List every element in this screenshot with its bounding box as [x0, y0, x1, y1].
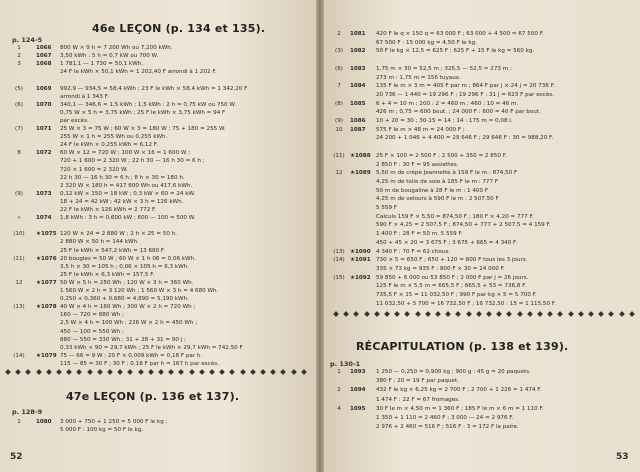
answer-text: 50 m de bougaline à 28 F le m : 1 400 F: [376, 187, 489, 194]
answer-line: [320, 39, 640, 47]
separator-diamond: [117, 369, 123, 375]
separator-diamond: [598, 311, 604, 317]
answer-line: [0, 344, 320, 352]
answer-line: [0, 287, 320, 295]
problem-id: 1082: [350, 48, 366, 55]
exercise-number: (13): [13, 304, 25, 311]
answer-line: [0, 44, 320, 52]
answer-line: [320, 195, 640, 203]
problem-id: ★1075: [36, 231, 57, 238]
answer-line: [0, 125, 320, 133]
answer-text: 2 976 + 2 460 = 516 F ; 516 F : 3 = 172 F la paire.: [376, 424, 519, 431]
separator-diamond: [374, 311, 380, 317]
answer-text: 1 474 F : 22 F = 67 fromages.: [376, 396, 460, 403]
answer-text: 720 + 1 600 = 2 320 W ; 22 h 30 — 16 h 30 = 6 h ;: [60, 158, 205, 165]
answer-line: [320, 256, 640, 264]
answer-text: 115 — 85 = 30 F ; 30 F : 0,18 F par h = 167 h par excès.: [60, 360, 219, 367]
answer-text: 1,75 m × 30 = 52,5 m ; 325,5 — 52,5 = 273 m ;: [376, 65, 512, 72]
answer-text: 25 F × 100 = 2 500 F ; 2 500 + 350 = 2 850 F.: [376, 152, 507, 159]
answer-text: par excès.: [60, 117, 89, 124]
answer-text: 426 m ; 0,75 = 600 bout. ; 24 000 F : 600 = 40 F par bout.: [376, 109, 541, 116]
separator-diamond: [547, 311, 553, 317]
problem-id: ★1077: [36, 279, 57, 286]
answer-text: 273 m : 1,75 m = 156 tuyaux.: [376, 74, 461, 81]
separator-diamond: [66, 369, 72, 375]
answer-line: [320, 239, 640, 247]
answer-line: [0, 222, 320, 230]
exercise-number: 10: [335, 126, 343, 133]
answer-text: 6 + 4 = 10 m ; 200 : 2 = 460 m ; 460 : 10 = 46 m.: [376, 100, 519, 107]
answer-text: 22 F le kWh × 126 kWh = 2 772 F.: [60, 207, 157, 213]
problem-id: 1086: [350, 118, 366, 124]
problem-id: 1083: [350, 65, 366, 72]
separator-diamond: [250, 369, 256, 375]
answer-line: [0, 263, 320, 271]
answer-text: 60 W × 12 = 720 W ; 100 W × 16 = 1 600 W ;: [60, 150, 191, 157]
answer-line: [0, 157, 320, 165]
separator-diamond: [36, 369, 42, 375]
separator-diamond: [56, 369, 62, 375]
exercise-number: 3: [17, 61, 21, 68]
answer-line: [0, 360, 320, 368]
answer-text: 75 — 66 = 9 W ; 20 F × 0,009 kWh = 0,18 F par h.: [60, 352, 203, 359]
answer-text: 11 032,50 + 5 700 = 16 732,50 F ; 16 732,50 : 15 = 1 115,50 F.: [376, 300, 556, 307]
exercise-number: (13): [333, 248, 345, 255]
answer-text: 120 W × 24 = 2 880 W ; 2 h × 25 = 50 h.: [60, 231, 178, 238]
separator-diamond: [77, 369, 83, 375]
answer-line: [0, 352, 320, 360]
problem-id: ★1091: [350, 257, 371, 264]
answer-line: [0, 190, 320, 198]
answer-line: [0, 319, 320, 327]
separator-diamond: [629, 311, 635, 317]
exercise-number: (7): [15, 126, 23, 132]
exercise-number: 12: [335, 170, 343, 177]
answer-text: 25 W × 3 = 75 W ; 60 W × 3 = 180 W ; 75 + 180 = 255 W.: [60, 126, 226, 132]
answer-line: [0, 206, 320, 214]
answer-text: 50 F le kg × 12,5 = 625 F ; 625 F + 15 F le kg = 560 kg.: [376, 48, 535, 55]
answer-line: [320, 161, 640, 169]
exercise-number: (11): [333, 152, 345, 159]
answer-text: 20 736 — 1 440 = 19 296 F ; 19 296 F : 31 j = 623 F par excès.: [376, 91, 554, 98]
separator-diamond: [240, 369, 246, 375]
answer-text: 125 F le m × 5,5 m = 665,5 F ; 665,5 + 53 = 736,8 F.: [376, 283, 527, 290]
answer-line: [320, 414, 640, 422]
problem-id: ★1089: [350, 170, 371, 177]
separator-diamond: [394, 311, 400, 317]
answer-line: [320, 187, 640, 195]
separator-diamond: [148, 369, 154, 375]
answer-line: [0, 141, 320, 149]
separator-diamond: [333, 311, 339, 317]
answer-text: 24 F le kWh × 50,1 kWh = 1 202,40 F arrondi à 1 202 F.: [60, 69, 217, 76]
separator-diamond: [260, 369, 266, 375]
exercise-number: (5): [15, 85, 23, 92]
answer-text: 420 F le q × 150 q = 63 000 F ; 63 000 + 4 500 = 67 500 F.: [376, 31, 544, 37]
separator-diamond: [384, 311, 390, 317]
separator-diamond: [5, 369, 11, 375]
answer-text: 380 F : 20 = 19 F par paquet.: [376, 378, 459, 385]
exercise-number: 12: [15, 279, 23, 286]
answer-line: [320, 274, 640, 282]
exercise-number: (10): [13, 231, 25, 238]
answer-line: [0, 174, 320, 182]
answer-text: 590 F × 4,25 = 2 507,5 F ; 874,50 + 777 + 2 507,5 = 4 159 F.: [376, 222, 551, 229]
problem-id: 1072: [36, 150, 52, 157]
answer-text: 800 W × 9 h = 7 200 Wh ou 7,200 kWh.: [60, 45, 173, 51]
answer-line: [0, 149, 320, 157]
answer-text: 24 200 + 1 046 + 4 400 = 29 646 F ; 29 646 F : 30 = 988,20 F.: [376, 135, 554, 142]
exercise-number: (6): [15, 101, 23, 108]
answer-text: 0,33 kWh × 90 = 29,7 kWh ; 25 F le kWh × 29,7 kWh = 742,50 F: [60, 344, 243, 351]
answer-text: 10 + 20 = 30 ; 30-15 = 14 ; 14 : 175 m = 0,08 l.: [376, 118, 513, 124]
answer-line: [0, 76, 320, 84]
answer-text: 67 500 F : 15 000 kg = 4,50 F le kg.: [376, 39, 477, 46]
answer-line: [0, 418, 320, 426]
exercise-number: (3): [335, 48, 343, 55]
answer-line: [0, 295, 320, 303]
answer-text: 50 W × 5 h = 250 Wh ; 120 W × 3 h = 360 Wh.: [60, 279, 194, 286]
answer-text: 1 400 F : 28 F = 50 m. 5 559 F.: [376, 231, 463, 238]
answer-text: 135 F le m × 3 m = 405 F par m ; 864 F par j × 24 j = 20 736 F.: [376, 83, 555, 90]
problem-id: 1069: [36, 85, 52, 92]
answer-line: [320, 152, 640, 160]
answer-text: 450 + 45 × 20 = 3 675 F ; 3 675 + 665 = 4 340 F.: [376, 239, 518, 246]
separator-diamond: [46, 369, 52, 375]
separator-diamond: [107, 369, 113, 375]
problem-id: 1081: [350, 31, 366, 37]
answer-line: [0, 426, 320, 434]
answer-text: 3,5 h × 30 = 105 h ; 0,06 × 105 h = 6,3 kWh.: [60, 263, 189, 270]
problem-id: 1066: [36, 45, 52, 51]
answer-text: 4 340 F : 70 F = 62 choux.: [376, 248, 451, 255]
answer-text: 24 F le kWh × 0,255 kWh = 6,12 F.: [60, 142, 158, 149]
answer-line: [0, 60, 320, 68]
lesson-46-title: 46e LEÇON (p. 134 et 135).: [92, 22, 266, 35]
answer-line: [320, 386, 640, 394]
answer-line: [320, 213, 640, 221]
exercise-number: 8: [17, 150, 21, 157]
answer-line: [0, 238, 320, 246]
separator-diamond: [496, 311, 502, 317]
answer-line: [320, 230, 640, 238]
separator-diamond: [425, 311, 431, 317]
answer-line: [320, 282, 640, 290]
separator-diamond: [619, 311, 625, 317]
problem-id: 1085: [350, 100, 366, 107]
answer-text: 2 320 W × 180 h = 417 600 Wh ou 417,6 kWh.: [60, 182, 193, 189]
answer-text: 575 F le m × 48 m = 24 000 F ;: [376, 126, 465, 133]
exercise-number: 7: [337, 83, 341, 90]
answer-text: 2 850 F : 30 F = 95 assiettes.: [376, 161, 459, 168]
answer-text: 2,5 W × 4 h = 100 Wh ; 226 W × 2 h = 450 Wh ;: [60, 320, 198, 327]
answer-text: 0,75 W × 5 h = 3,75 kWh ; 25 F le kWh × 3,75 kWh = 94 F: [60, 109, 226, 116]
answer-text: 432 F le kg × 6,25 kg = 2 700 F ; 2 700 + 1 226 = 1 474 F.: [376, 387, 542, 394]
separator-diamond: [230, 369, 236, 375]
exercise-number: (9): [15, 190, 23, 197]
separator-diamond: [97, 369, 103, 375]
answer-line: [320, 396, 640, 404]
answer-line: [0, 52, 320, 60]
problem-id: 1073: [36, 190, 52, 197]
separator-diamond: [209, 369, 215, 375]
answer-text: 2 880 W × 50 h = 144 kWh.: [60, 239, 139, 246]
answer-line: [0, 68, 320, 76]
separator-diamond: [158, 369, 164, 375]
exercise-number: 2: [337, 387, 341, 394]
answer-text: Calculs 159 F × 5,50 = 874,50 F ; 180 F × 4,20 = 777 F.: [376, 213, 534, 220]
answer-line: [320, 204, 640, 212]
answer-line: [320, 377, 640, 385]
answer-line: [320, 91, 640, 99]
answer-line: [320, 221, 640, 229]
problem-id: 1074: [36, 215, 52, 222]
answer-line: [0, 328, 320, 336]
separator-diamond: [507, 311, 513, 317]
answer-text: 1 250 — 0,250 = 0,900 kg ; 900 g : 45 g = 20 paquets.: [376, 369, 531, 375]
answer-line: [320, 117, 640, 125]
answer-line: [320, 405, 640, 413]
answer-line: [0, 214, 320, 222]
separator-diamond: [138, 369, 144, 375]
answer-text: 450 — 100 = 550 Wh ;: [60, 328, 124, 335]
separator-diamond: [435, 311, 441, 317]
answer-text: 4,25 m de velours à 590 F le m : 2 507,50 F: [376, 196, 499, 203]
answer-line: [320, 126, 640, 134]
problem-id: 1094: [350, 387, 366, 394]
separator-diamond: [15, 369, 21, 375]
separator-diamond: [445, 311, 451, 317]
section-separator: [334, 312, 634, 316]
page-number-right: 53: [616, 452, 629, 462]
problem-id: ★1076: [36, 255, 57, 262]
recap-page-ref: p. 130-1: [330, 360, 361, 368]
separator-diamond: [219, 369, 225, 375]
answer-line: [320, 65, 640, 73]
answer-line: [0, 247, 320, 255]
answer-line: [0, 230, 320, 238]
separator-diamond: [527, 311, 533, 317]
answer-text: 720 × 1 600 = 2 320 W.: [60, 166, 128, 173]
separator-diamond: [537, 311, 543, 317]
exercise-number: (11): [13, 255, 25, 262]
section-separator: [6, 370, 306, 374]
separator-diamond: [588, 311, 594, 317]
answer-line: [320, 108, 640, 116]
separator-diamond: [26, 369, 32, 375]
answer-text: 1 350 + 1 110 = 2 460 F ; 3 000 — 24 = 2 976 F.: [376, 415, 514, 421]
exercise-number: (15): [333, 274, 345, 281]
answer-line: [0, 85, 320, 93]
lesson-47-page-ref: p. 128-9: [12, 408, 43, 416]
problem-id: 1071: [36, 126, 52, 132]
answer-line: [0, 303, 320, 311]
problem-id: 1067: [36, 53, 52, 60]
answer-line: [320, 169, 640, 177]
answer-line: [0, 255, 320, 263]
answer-line: [0, 198, 320, 206]
answer-line: [320, 56, 640, 64]
exercise-number: 4: [337, 405, 341, 412]
answer-text: 335 × 73 kg = 935 F ; 800 F × 30 = 24 000 F.: [376, 265, 505, 272]
separator-diamond: [568, 311, 574, 317]
answer-line: [0, 336, 320, 344]
answer-text: 0,12 kW × 150 = 18 kW ; 0,3 kW × 60 = 24 kW.: [60, 190, 196, 197]
answer-text: 255 W × 1 h = 255 Wh ou 0,255 kWh.: [60, 134, 168, 141]
answer-line: [320, 30, 640, 38]
answer-line: [320, 47, 640, 55]
problem-id: 1093: [350, 369, 366, 375]
separator-diamond: [517, 311, 523, 317]
separator-diamond: [476, 311, 482, 317]
answer-line: [0, 133, 320, 141]
problem-id: 1095: [350, 405, 366, 412]
answer-text: 40 W × 4 h = 160 Wh ; 300 W × 2 h = 720 Wh ;: [60, 304, 196, 311]
answer-text: 25 F le kWh × 547,2 kWh = 13 680 F.: [60, 247, 166, 254]
problem-id: ★1092: [350, 274, 371, 281]
answer-line: [320, 265, 640, 273]
exercise-number: (14): [333, 257, 345, 264]
answer-line: [0, 101, 320, 109]
answer-text: 25 F le kWh × 6,3 kWh = 157,5 F.: [60, 271, 155, 278]
answer-text: 5,50 m de crêpe Jeannette à 159 F le m : 874,50 F: [376, 170, 518, 177]
exercise-number: 1: [337, 369, 341, 375]
problem-id: 1084: [350, 83, 366, 90]
answer-line: [320, 100, 640, 108]
answer-text: 59 850 + 6 000 ou 53 850 F ; 2 000 F par j = 26 jours.: [376, 274, 529, 281]
problem-id: ★1090: [350, 248, 371, 255]
answer-line: [0, 311, 320, 319]
answer-line: [320, 134, 640, 142]
answer-text: 1 560 W × 2 h = 3 120 Wh ; 1 560 W × 3 h = 4 680 Wh.: [60, 288, 219, 294]
separator-diamond: [405, 311, 411, 317]
answer-line: [0, 93, 320, 101]
answer-text: 992,9 — 934,5 = 58,4 kWh ; 23 F le kWh × 58,4 kWh = 1 342,20 F: [60, 85, 248, 92]
separator-diamond: [168, 369, 174, 375]
answer-text: 22 h 30 — 16 h 30 = 6 h ; 8 h × 30 = 180 h.: [60, 174, 185, 181]
answer-text: 0,250 + 0,360 + 0,680 = 4,890 = 5,190 kWh.: [60, 296, 189, 303]
answer-text: 3,50 kWh : 5 h = 0,7 kW ou 700 W.: [60, 53, 159, 60]
answer-text: arrondi à 1 343 F.: [60, 93, 109, 100]
separator-diamond: [87, 369, 93, 375]
answer-line: [320, 300, 640, 308]
answer-text: 880 — 550 = 330 Wh ; 31 + 28 + 31 = 90 j ;: [60, 336, 186, 343]
lesson-47-title: 47e LEÇON (p. 136 et 137).: [66, 390, 240, 403]
problem-id: ★1088: [350, 152, 371, 159]
separator-diamond: [609, 311, 615, 317]
separator-diamond: [179, 369, 185, 375]
problem-id: ★1078: [36, 304, 57, 311]
answer-line: [320, 74, 640, 82]
answer-text: 735,5 F × 15 = 11 032,50 F ; 990 F par kg × 5 = 5 700 F.: [376, 292, 537, 298]
separator-diamond: [199, 369, 205, 375]
answer-line: [0, 182, 320, 190]
separator-diamond: [281, 369, 287, 375]
answer-text: 5 559 F: [376, 205, 398, 211]
answer-line: [0, 271, 320, 279]
answer-text: 20 bougies = 50 W ; 60 W × 1 h 06 = 0,06 kWh.: [60, 255, 197, 262]
recap-title: RÉCAPITULATION (p. 138 et 139).: [356, 340, 569, 353]
right-page: [320, 0, 640, 472]
problem-id: 1087: [350, 126, 366, 133]
answer-text: 1,8 kWh : 3 h = 0,600 kW ; 600 — 100 = 500 W.: [60, 215, 196, 222]
exercise-number: (8): [335, 100, 343, 107]
separator-diamond: [364, 311, 370, 317]
answer-text: 1 781,1 — 1 730 = 50,1 kWh.: [60, 61, 144, 68]
answer-text: 3 000 + 750 + 1 250 = 5 000 F le kg ;: [60, 419, 168, 425]
answer-text: 4,25 m de toile de soie à 185 F le m : 777 F: [376, 178, 499, 185]
separator-diamond: [466, 311, 472, 317]
separator-diamond: [354, 311, 360, 317]
answer-text: 340,1 — 346,6 = 1,5 kWh ; 1,5 kWh : 2 h = 0,75 kW ou 750 W.: [60, 101, 237, 108]
answer-line: [0, 166, 320, 174]
lesson-46-page-ref: p. 124-5: [12, 36, 43, 44]
answer-line: [320, 423, 640, 431]
separator-diamond: [301, 369, 307, 375]
separator-diamond: [558, 311, 564, 317]
answer-text: 30 F le m × 4,50 m = 1 360 F ; 185 F le m × 6 m = 1 110 F.: [376, 405, 544, 412]
answer-line: [320, 143, 640, 151]
answer-line: [0, 279, 320, 287]
answer-text: 730 × 5 = 650 F ; 650 + 120 = 800 F tous les 3 jours.: [376, 257, 528, 264]
exercise-number: »: [17, 215, 21, 222]
answer-text: 160 — 720 = 880 Wh ;: [60, 312, 124, 319]
exercise-number: 1: [17, 419, 21, 425]
separator-diamond: [270, 369, 276, 375]
book-spine: [316, 0, 324, 472]
separator-diamond: [486, 311, 492, 317]
answer-line: [0, 117, 320, 125]
answer-line: [320, 82, 640, 90]
problem-id: 1080: [36, 419, 52, 425]
exercise-number: (6): [335, 65, 343, 72]
page-number-left: 52: [10, 452, 23, 462]
answer-line: [0, 109, 320, 117]
separator-diamond: [456, 311, 462, 317]
exercise-number: 2: [337, 31, 341, 37]
separator-diamond: [578, 311, 584, 317]
answer-line: [320, 291, 640, 299]
separator-diamond: [291, 369, 297, 375]
separator-diamond: [415, 311, 421, 317]
exercise-number: 1: [17, 45, 21, 51]
answer-text: 18 + 24 = 42 kW ; 42 kW × 3 h = 126 kWh.: [60, 198, 184, 205]
separator-diamond: [189, 369, 195, 375]
answer-text: 5 000 F : 100 kg = 50 F le kg.: [60, 427, 144, 434]
answer-line: [320, 368, 640, 376]
separator-diamond: [128, 369, 134, 375]
problem-id: 1068: [36, 61, 52, 68]
separator-diamond: [343, 311, 349, 317]
answer-line: [320, 248, 640, 256]
problem-id: 1070: [36, 101, 52, 108]
exercise-number: (9): [335, 118, 343, 124]
exercise-number: (14): [13, 352, 25, 359]
problem-id: ★1079: [36, 352, 57, 359]
answer-line: [320, 178, 640, 186]
exercise-number: 2: [17, 53, 21, 60]
